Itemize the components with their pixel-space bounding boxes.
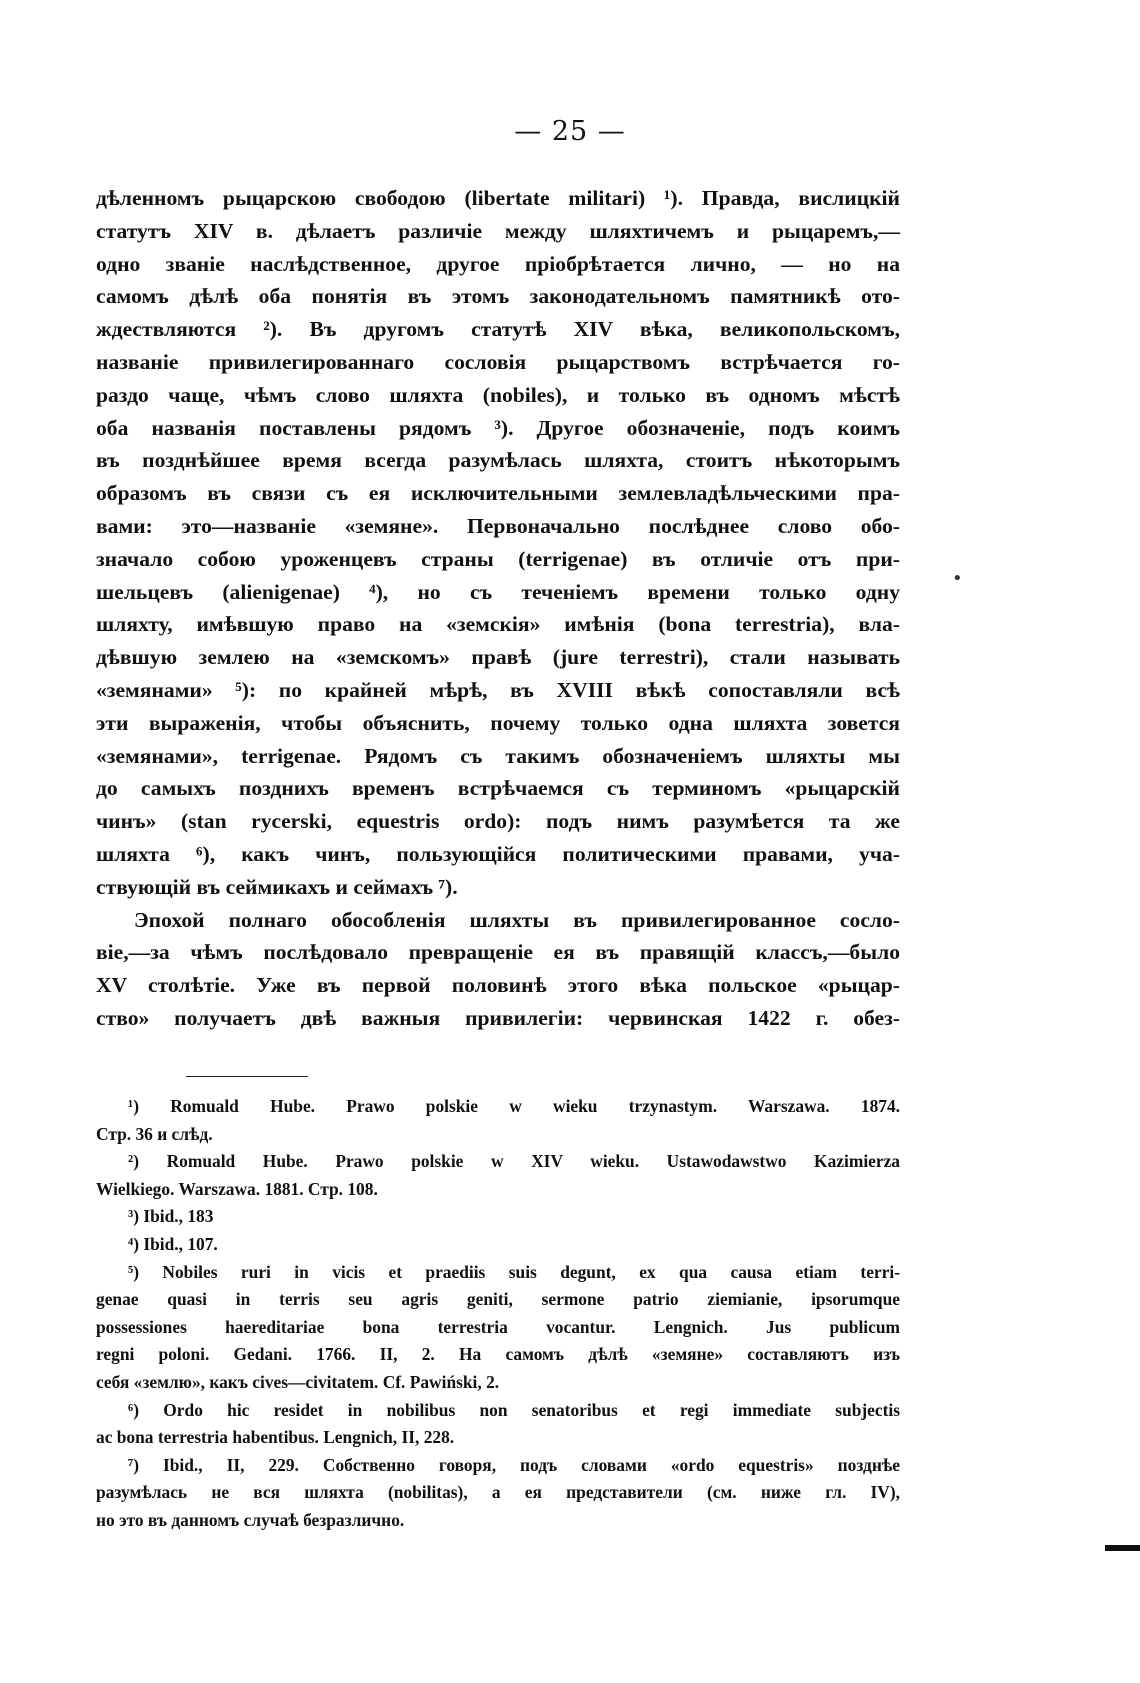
- margin-dash-mark: [1105, 1545, 1140, 1551]
- body-line: «земянами», terrigenae. Рядомъ съ такимъ обозначеніемъ шляхты мы: [96, 743, 900, 768]
- body-line: чинъ» (stan rycerski, equestris ordo): подъ нимъ разумѣется та же: [96, 809, 900, 834]
- footnotes: [96, 1093, 900, 1535]
- footnote-line: ⁴) Ibid., 107.: [128, 1233, 218, 1254]
- body-line: ствующій въ сеймикахъ и сеймахъ ⁷).: [96, 874, 458, 899]
- body-line: ство» получаетъ двѣ важныя привилегіи: червинская 1422 г. обез-: [96, 1005, 900, 1030]
- body-line: статутъ XIV в. дѣлаетъ различіе между шляхтичемъ и рыцаремъ,—: [96, 218, 900, 243]
- body-line: образомъ въ связи съ ея исключительными землевладѣльческими пра-: [96, 481, 900, 506]
- body-line: Эпохой полнаго обособленія шляхты въ привилегированное сосло-: [134, 907, 900, 932]
- footnote-line: Стр. 36 и слѣд.: [96, 1123, 213, 1144]
- footnote-line: ⁶) Ordo hic residet in nobilibus non senatoribus et regi immediate subjectis: [128, 1399, 900, 1420]
- body-line: шляхту, имѣвшую право на «земскія» имѣнія (bona terrestria), вла-: [96, 612, 900, 637]
- footnote-line: ²) Romuald Hube. Prawo polskie w XIV wieku. Ustawodawstwo Kazimierza: [128, 1151, 900, 1172]
- footnote-line: разумѣлась не вся шляхта (nobilitas), а ея представители (см. ниже гл. IV),: [96, 1482, 900, 1503]
- footnote-line: genae quasi in terris seu agris geniti, sermone patrio ziemianie, ipsorumque: [96, 1289, 900, 1310]
- footnote-line: ¹) Romuald Hube. Prawo polskie w wieku trzynastym. Warszawa. 1874.: [128, 1096, 900, 1116]
- footnote-line: но это въ данномъ случаѣ безразлично.: [96, 1509, 405, 1530]
- body-text: [96, 182, 900, 1035]
- body-line: до самыхъ позднихъ временъ встрѣчаемся съ терминомъ «рыцарскій: [96, 776, 900, 801]
- body-line: оба названія поставлены рядомъ ³). Другое обозначеніе, подъ коимъ: [96, 415, 900, 440]
- body-line: шельцевъ (alienigenae) ⁴), но съ теченіемъ времени только одну: [96, 579, 900, 604]
- body-line: одно званіе наслѣдственное, другое пріобрѣтается лично, — но на: [96, 251, 900, 276]
- body-line: раздо чаще, чѣмъ слово шляхта (nobiles), и только въ одномъ мѣстѣ: [96, 382, 900, 407]
- footnote-line: ⁵) Nobiles ruri in vicis et praediis suis degunt, ex qua causa etiam terri-: [128, 1261, 900, 1282]
- body-line: названіе привилегированнаго сословія рыцарствомъ встрѣчается го-: [96, 349, 900, 374]
- footnote-line: ac bona terrestria habentibus. Lengnich, II, 228.: [96, 1427, 455, 1448]
- footnote-line: Wielkiego. Warszawa. 1881. Стр. 108.: [96, 1178, 378, 1199]
- body-line: «земянами» ⁵): по крайней мѣрѣ, въ XVIII вѣкѣ сопоставляли всѣ: [96, 677, 900, 702]
- body-line: значало собою уроженцевъ страны (terrigenae) въ отличіе отъ при-: [96, 546, 900, 571]
- footnote-line: possessiones haereditariae bona terrestria vocantur. Lengnich. Jus publicum: [96, 1316, 900, 1337]
- footnote-line: себя «землю», какъ cives—civitatem. Cf. Pawiński, 2.: [96, 1371, 500, 1392]
- body-line: віе,—за чѣмъ послѣдовало превращеніе ея въ правящій классъ,—было: [96, 940, 900, 965]
- body-line: ждествляются ²). Въ другомъ статутѣ XIV вѣка, великопольскомъ,: [96, 317, 900, 342]
- footnote-line: regni poloni. Gedani. 1766. II, 2. На самомъ дѣлѣ «земяне» составляютъ изъ: [96, 1344, 900, 1365]
- page-number: — 25 —: [514, 116, 626, 147]
- margin-speck: •: [952, 568, 963, 589]
- body-line: самомъ дѣлѣ оба понятія въ этомъ законодательномъ памятникѣ ото-: [96, 284, 900, 309]
- footnote-line: ⁷) Ibid., II, 229. Собственно говоря, подъ словами «ordo equestris» позднѣе: [128, 1454, 900, 1475]
- body-line: дѣвшую землею на «земскомъ» правѣ (jure terrestri), стали называть: [96, 645, 900, 670]
- body-line: XV столѣтіе. Уже въ первой половинѣ этого вѣка польское «рыцар-: [96, 973, 900, 998]
- footnote-line: ³) Ibid., 183: [128, 1206, 214, 1227]
- footnote-separator: [186, 1076, 308, 1077]
- body-line: въ позднѣйшее время всегда разумѣлась шляхта, стоитъ нѣкоторымъ: [96, 448, 900, 473]
- body-line: дѣленномъ рыцарскою свободою (libertate militari) ¹). Правда, вислицкій: [96, 186, 900, 210]
- body-line: эти выраженія, чтобы объяснить, почему только одна шляхта зовется: [96, 710, 900, 735]
- body-line: шляхта ⁶), какъ чинъ, пользующійся политическими правами, уча-: [96, 841, 900, 866]
- body-line: вами: это—названіе «земяне». Первоначально послѣднее слово обо-: [96, 513, 900, 538]
